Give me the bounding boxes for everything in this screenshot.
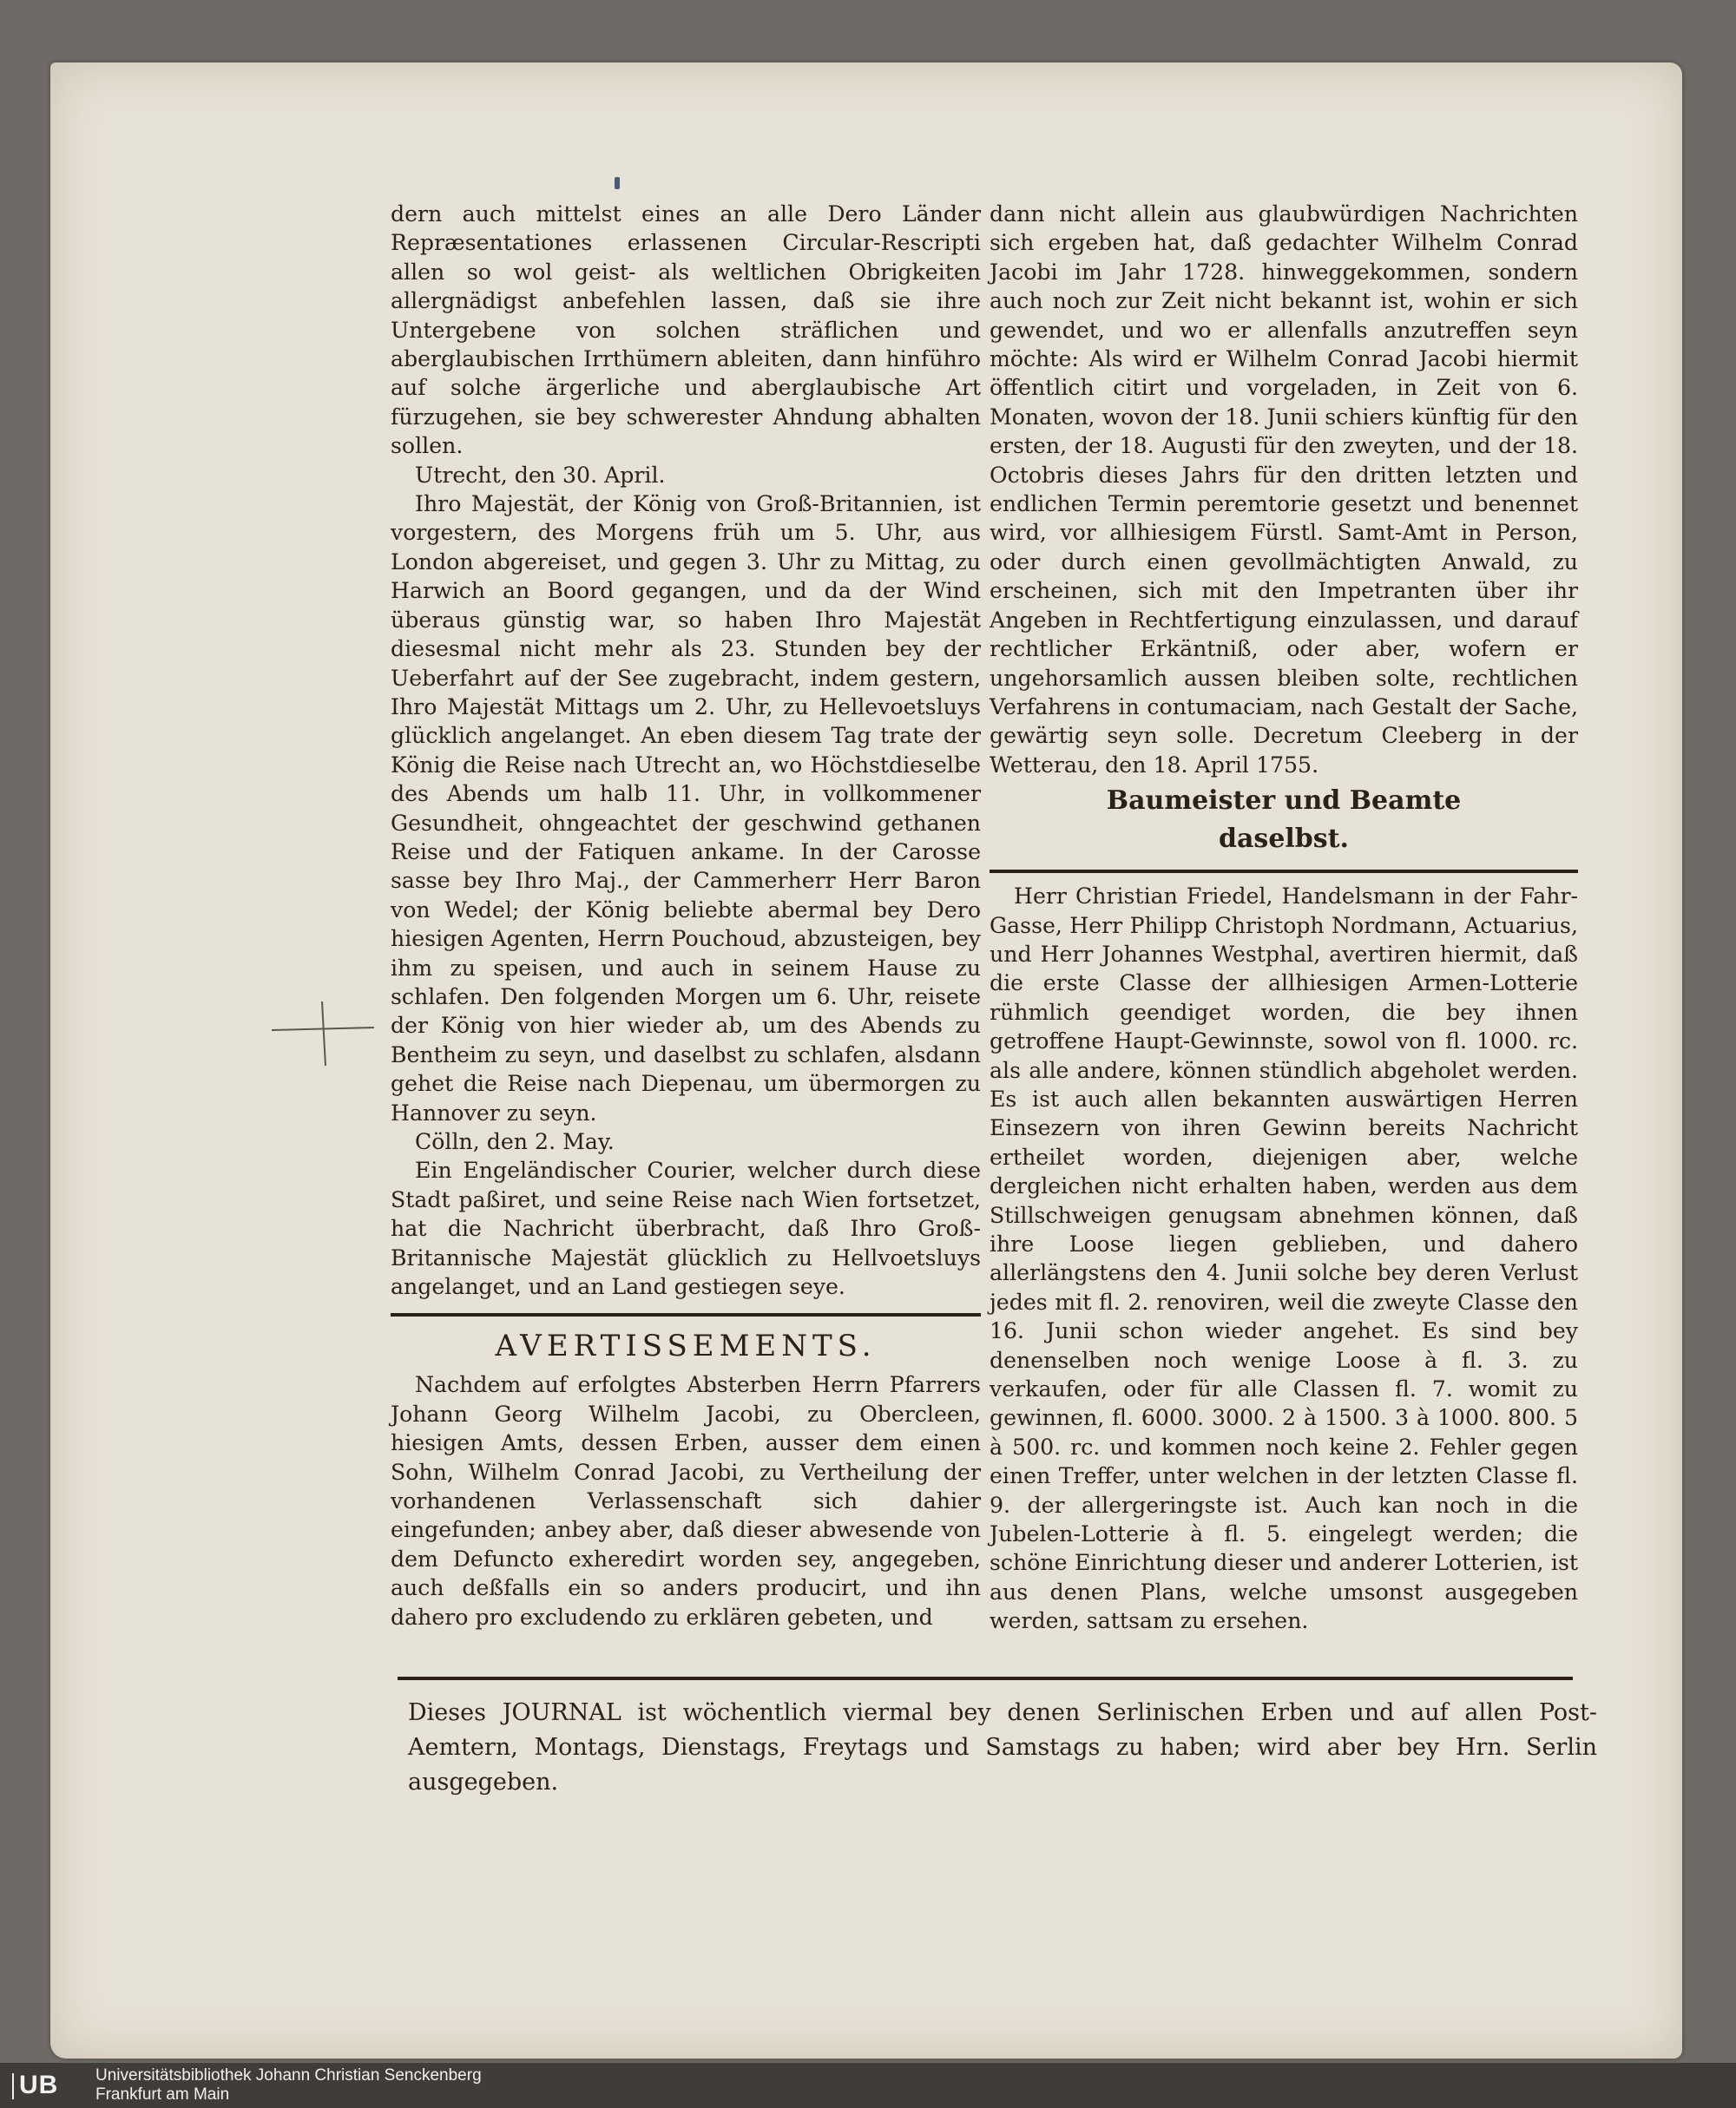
dateline-utrecht: Utrecht, den 30. April. bbox=[415, 462, 666, 488]
footer-divider bbox=[398, 1677, 1573, 1680]
library-name bbox=[95, 2066, 482, 2105]
library-logo bbox=[7, 2070, 58, 2101]
notice-paragraph: Nachdem auf erfolgtes Absterben Herrn Pfarrers Johann Georg Wilhelm Jacobi, zu Obercleen, hiesigen Amts, dessen Erben, ausser dem einen Sohn, Wilhelm Conrad Jacobi, zu Vertheilung der vorhandenen Verlassenschaft sich dahier eingefunden; anbey aber, daß dieser abwesende von dem Defuncto exheredirt worden sey, angegeben, auch deßfalls ein so anders producirt, und ihn dahero pro excludendo zu erklären gebeten, und bbox=[391, 1372, 981, 1630]
lottery-notice-paragraph: Herr Christian Friedel, Handelsmann in der Fahr-Gasse, Herr Philipp Christoph Nordmann, Actuarius, und Herr Johannes Westphal, avertiren hiermit, daß die erste Classe der allhiesigen Armen-Lotterie rühmlich geendiget worden, die bey ihnen getroffene Haupt-Gewinnste, sowol von fl. 1000. rc. als alle andere, können stündlich abgeholet werden. Es ist auch allen bekannten auswärtigen Herren Einsezern von ihren Gewinn bereits Nachricht ertheilet worden, diejenigen aber, welche dergleichen nicht erhalten haben, werden aus dem Stillschweigen genugsam abnehmen können, daß ihre Loose liegen geblieben, und dahero allerlängstens den 4. Junii solche bey deren Verlust jedes mit fl. 2. renoviren, weil die zweyte Classe den 16. Junii schon wieder angehet. Es sind bey denenselben noch wenige Loose à fl. 3. zu verkaufen, oder für alle Classen fl. 7. womit zu gewinnen, fl. 6000. 3000. 2 à 1500. 3 à 1000. 800. 5 à 500. rc. und kommen noch keine 2. Fehler gegen einen Treffer, unter welchen in der letzten Classe fl. 9. der allergeringste ist. Auch kan noch in die Jubelen-Lotterie à fl. 5. eingelegt werden; die schöne Einrichtung dieser und anderer Lotterien, ist aus denen Plans, welche umsonst ausgegeben werden, sattsam zu ersehen. bbox=[990, 883, 1578, 1634]
library-name-line: Universitätsbibliothek Johann Christian Senckenberg bbox=[95, 2066, 482, 2085]
signature-line: Baumeister und Beamte bbox=[1106, 785, 1462, 817]
article-paragraph: dern auch mittelst eines an alle Dero Länder Repræsentationes erlassenen Circular-Rescripti allen so wol geist- als weltlichen Obrigkeiten allergnädigst anbefehlen lassen, daß sie ihre Untergebene von solchen sträflichen und aberglaubischen Irrthümern ableiten, dann hinführo auf solche ärgerliche und aberglaubische Art fürzugehen, sie bey schwerester Ahndung abhalten sollen. bbox=[391, 201, 981, 459]
left-column bbox=[391, 200, 981, 1632]
article-paragraph: Ein Engeländischer Courier, welcher durch diese Stadt paßiret, und seine Reise nach Wien fortsetzet, hat die Nachricht überbracht, daß Ihro Groß-Britannische Majestät glücklich zu Hellvoetsluys angelanget, und an Land gestiegen seye. bbox=[391, 1158, 981, 1300]
section-divider bbox=[990, 870, 1578, 873]
logo-text: UB bbox=[19, 2071, 59, 2099]
notice-paragraph: dann nicht allein aus glaubwürdigen Nachrichten sich ergeben hat, daß gedachter Wilhelm Conrad Jacobi im Jahr 1728. hinweggekommen, sondern auch noch zur Zeit nicht bekannt ist, wohin er sich gewendet, und wo er allenfalls anzutreffen seyn möchte: Als wird er Wilhelm Conrad Jacobi hiermit öffentlich citirt und vorgeladen, in Zeit von 6. Monaten, wovon der 18. Junii schiers künftig für den ersten, der 18. Augusti für den zweyten, und der 18. Octobris dieses Jahrs für den dritten letzten und endlichen Termin peremtorie gesetzt und benennet wird, vor allhiesigem Fürstl. Samt-Amt in Person, oder durch einen gevollmächtigten Anwald, zu erscheinen, sich mit den Impetranten über ihr Angeben in Rechtfertigung einzulassen, und darauf rechtlicher Erkäntniß, oder aber, wofern er ungehorsamlich aussen bleiben solte, rechtlichen Verfahrens in contumaciam, nach Gestalt der Sache, gewärtig seyn solle. Decretum Cleeberg in der Wetterau, den 18. April 1755. bbox=[990, 201, 1578, 778]
logo-separator bbox=[12, 2073, 14, 2099]
library-city-line: Frankfurt am Main bbox=[95, 2085, 230, 2104]
pencil-cross-mark bbox=[272, 991, 376, 1069]
article-paragraph: Ihro Majestät, der König von Groß-Britannien, ist vorgestern, des Morgens früh um 5. Uhr, aus London abgereiset, und gegen 3. Uhr zu Mittag, zu Harwich an Boord gegangen, und da der Wind überaus günstig war, so haben Ihro Majestät diesesmal nicht mehr als 23. Stunden bey der Ueberfahrt auf der See zugebracht, indem gestern, Ihro Majestät Mittags um 2. Uhr, zu Hellevoetsluys glücklich angelanget. An eben diesem Tag trate der König die Reise nach Utrecht an, wo Höchstdieselbe des Abends um halb 11. Uhr, in vollkommener Gesundheit, ohngeachtet der geschwind gethanen Reise und der Fatiquen ankame. In der Carosse sasse bey Ihro Maj., der Cammerherr Herr Baron von Wedel; der König beliebte abermal bey Dero hiesigen Agenten, Herrn Pouchoud, abzusteigen, bey ihm zu speisen, und auch in seinem Hause zu schlafen. Den folgenden Morgen um 6. Uhr, reisete der König von hier wieder ab, um des Abends zu Bentheim zu seyn, und daselbst zu schlafen, alsdann gehet die Reise nach Diepenau, um übermorgen zu Hannover zu seyn. bbox=[391, 491, 981, 1126]
dateline-coelln: Cölln, den 2. May. bbox=[415, 1129, 615, 1154]
right-column bbox=[990, 200, 1578, 1636]
avertissements-heading: AVERTISSEMENTS. bbox=[495, 1329, 877, 1364]
library-attribution-bar bbox=[0, 2063, 1736, 2108]
section-divider bbox=[391, 1313, 981, 1317]
publication-footer: Dieses JOURNAL ist wöchentlich viermal bey denen Serlinischen Erben und auf allen Post-Aemtern, Montags, Dienstags, Freytags und Samstags zu haben; wird aber bey Hrn. Serlin ausgegeben. bbox=[408, 1699, 1597, 1796]
ink-mark bbox=[615, 177, 620, 189]
signature-place: daselbst. bbox=[1219, 824, 1349, 855]
